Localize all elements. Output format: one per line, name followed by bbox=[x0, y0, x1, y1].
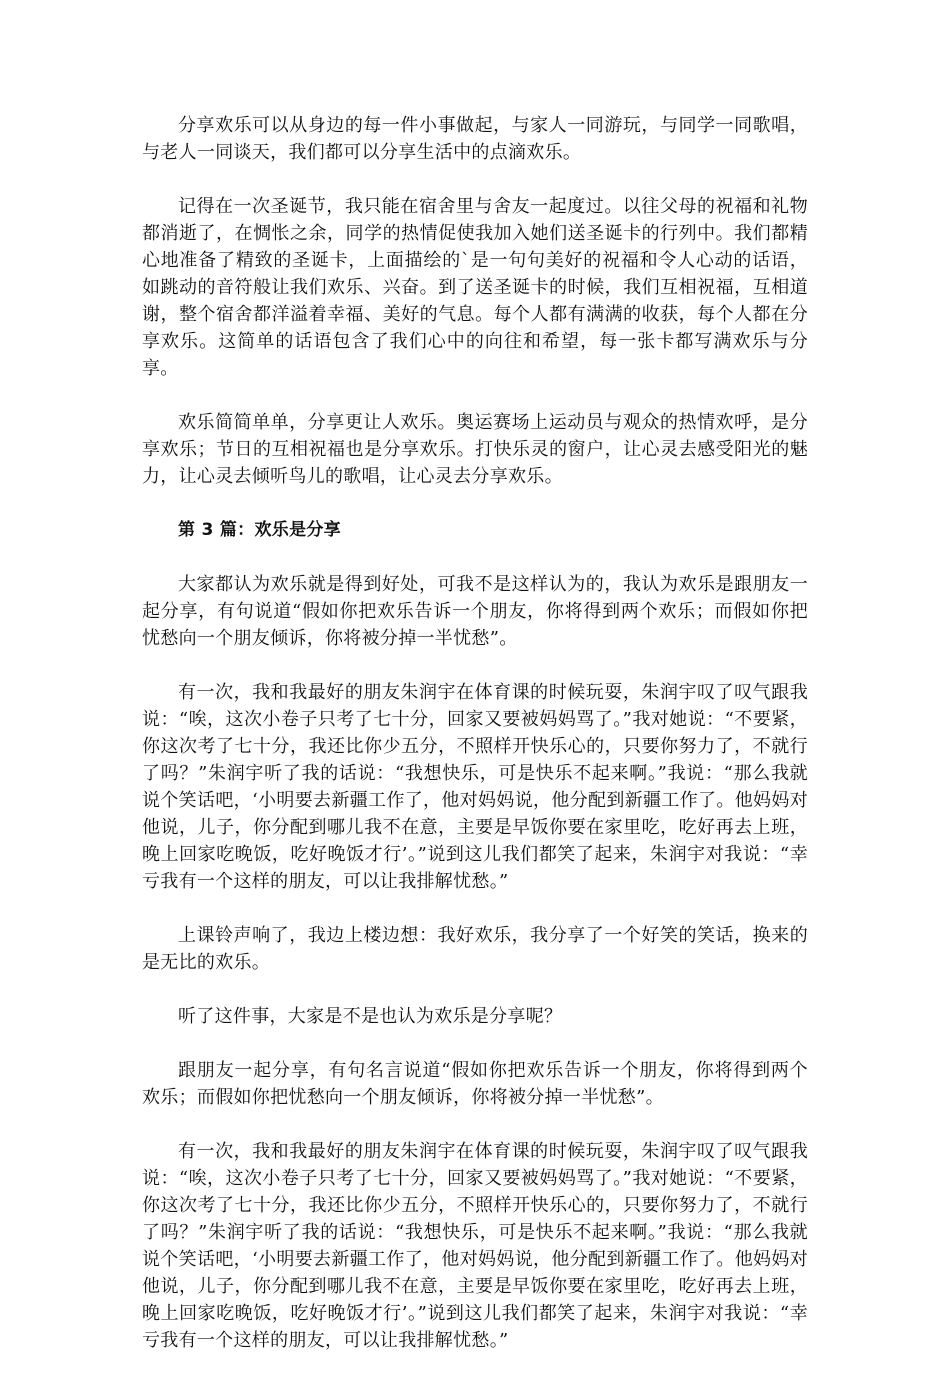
paragraph-share-small-things: 分享欢乐可以从身边的每一件小事做起，与家人一同游玩，与同学一同歌唱，与老人一同谈天，我们都可以分享生活中的点滴欢乐。 bbox=[142, 115, 808, 163]
paragraph-simple-joy: 欢乐简简单单，分享更让人欢乐。奥运赛场上运动员与观众的热情欢呼，是分享欢乐；节日的互相祝福也是分享欢乐。打快乐灵的窗户，让心灵去感受阳光的魅力，让心灵去倾听鸟儿的歌唱，让心灵去分享欢乐。 bbox=[142, 412, 808, 487]
paragraph-quote-repeat: 跟朋友一起分享，有句名言说道“假如你把欢乐告诉一个朋友，你将得到两个欢乐；而假如你把忧愁向一个朋友倾诉，你将被分掉一半忧愁”。 bbox=[142, 1060, 808, 1108]
section-heading: 第 3 篇：欢乐是分享 bbox=[178, 520, 341, 540]
paragraph-intro: 大家都认为欢乐就是得到好处，可我不是这样认为的，我认为欢乐是跟朋友一起分享，有句说道“假如你把欢乐告诉一个朋友，你将得到两个欢乐；而假如你把忧愁向一个朋友倾诉，你将被分掉一半忧愁”。 bbox=[142, 574, 808, 649]
paragraph-christmas: 记得在一次圣诞节，我只能在宿舍里与舍友一起度过。以往父母的祝福和礼物都消逝了，在惆怅之余，同学的热情促使我加入她们送圣诞卡的行列中。我们都精心地准备了精致的圣诞卡，上面描绘的`是一句句美好的祝福和令人心动的话语，如跳动的音符般让我们欢乐、兴奋。到了送圣诞卡的时候，我们互相祝福，互相道谢，整个宿舍都洋溢着幸福、美好的气息。每个人都有满满的收获，每个人都在分享欢乐。这简单的话语包含了我们心中的向往和希望，每一张卡都写满欢乐与分享。 bbox=[142, 196, 808, 379]
paragraph-question: 听了这件事，大家是不是也认为欢乐是分享呢？ bbox=[178, 1006, 563, 1027]
document-body bbox=[142, 112, 808, 1381]
paragraph-story: 有一次，我和我最好的朋友朱润宇在体育课的时候玩耍，朱润宇叹了叹气跟我说：“唉，这次小卷子只考了七十分，回家又要被妈妈骂了。”我对她说：“不要紧，你这次考了七十分，我还比你少五分，不照样开快乐心的，只要你努力了，不就行了吗？”朱润宇听了我的话说：“我想快乐，可是快乐不起来啊。”我说：“那么我就说个笑话吧，‘小明要去新疆工作了，他对妈妈说，他分配到新疆工作了。他妈妈对他说，儿子，你分配到哪儿我不在意，主要是早饭你要在家里吃，吃好再去上班，晚上回家吃晚饭，吃好晚饭才行’。”说到这儿我们都笑了起来，朱润宇对我说：“幸亏我有一个这样的朋友，可以让我排解忧愁。” bbox=[142, 682, 808, 892]
paragraph-bell: 上课铃声响了，我边上楼边想：我好欢乐，我分享了一个好笑的笑话，换来的是无比的欢乐。 bbox=[142, 925, 808, 973]
paragraph-story-repeat: 有一次，我和我最好的朋友朱润宇在体育课的时候玩耍，朱润宇叹了叹气跟我说：“唉，这次小卷子只考了七十分，回家又要被妈妈骂了。”我对她说：“不要紧，你这次考了七十分，我还比你少五分，不照样开快乐心的，只要你努力了，不就行了吗？”朱润宇听了我的话说：“我想快乐，可是快乐不起来啊。”我说：“那么我就说个笑话吧，‘小明要去新疆工作了，他对妈妈说，他分配到新疆工作了。他妈妈对他说，儿子，你分配到哪儿我不在意，主要是早饭你要在家里吃，吃好再去上班，晚上回家吃晚饭，吃好晚饭才行’。”说到这儿我们都笑了起来，朱润宇对我说：“幸亏我有一个这样的朋友，可以让我排解忧愁。” bbox=[142, 1141, 808, 1351]
